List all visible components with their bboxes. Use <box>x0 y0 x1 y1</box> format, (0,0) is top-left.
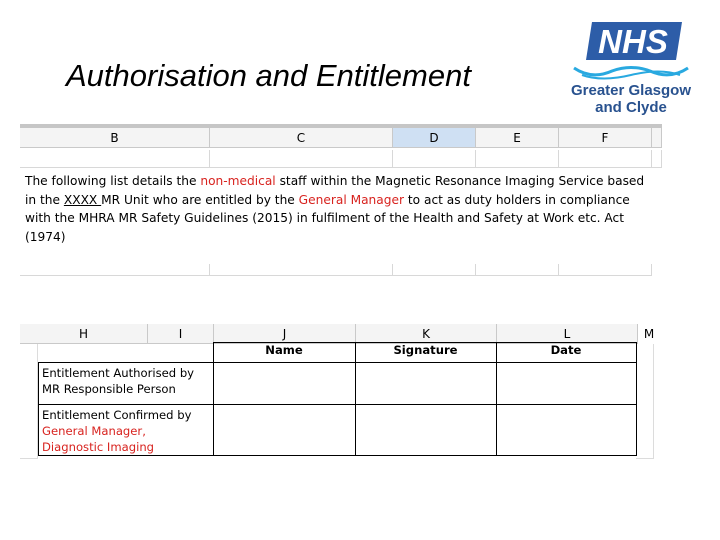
nhs-logo-box <box>586 22 682 60</box>
statement-text: MR Unit who are entitled by the <box>101 192 299 207</box>
column-header-c[interactable]: C <box>210 128 393 148</box>
column-header-l[interactable]: L <box>497 324 638 344</box>
date-input-cell[interactable] <box>496 405 636 456</box>
logo-text-line2: and Clyde <box>595 99 667 116</box>
row-label-line-red: Diagnostic Imaging <box>42 440 155 454</box>
table-row <box>39 405 637 456</box>
column-header-b[interactable]: B <box>20 128 210 148</box>
statement-unit-placeholder: XXXX <box>63 192 102 207</box>
column-header-m[interactable]: M <box>643 327 655 341</box>
statement-text: The following list details the <box>25 174 201 188</box>
row-label-authorised <box>39 363 214 405</box>
cell <box>652 150 662 168</box>
nhs-logo <box>566 22 696 118</box>
column-header-e[interactable]: E <box>476 128 559 148</box>
name-input-cell[interactable] <box>213 405 355 456</box>
column-header-i[interactable]: I <box>148 324 214 344</box>
entitlement-statement <box>25 172 655 246</box>
statement-highlight-general-manager: General Manager <box>298 192 404 207</box>
cell[interactable] <box>210 150 393 168</box>
row-label-line: Entitlement Authorised by <box>42 366 195 380</box>
cell[interactable] <box>20 264 210 276</box>
waves-icon <box>572 62 690 82</box>
nhs-logo-mark: NHS <box>598 23 668 60</box>
statement-text: to act as duty holders in compliance with the MHRA MR Safety Guidelines (2015) in fulfilment of the Health and Safety at Work etc. Act (1974) <box>25 192 630 244</box>
page-title: Authorisation and Entitlement <box>66 58 471 93</box>
column-header-d[interactable]: D <box>393 128 476 148</box>
column-header-k[interactable]: K <box>356 324 497 344</box>
statement-text: staff within the Magnetic Resonance Imaging Service based in the <box>25 174 645 207</box>
signature-input-cell[interactable] <box>355 363 496 405</box>
spreadsheet-excerpt-bottom <box>20 324 660 464</box>
cell <box>20 344 38 459</box>
column-header-h[interactable]: H <box>20 324 148 344</box>
column-header-edge <box>652 128 662 148</box>
row-label-line: Entitlement Confirmed by <box>42 408 192 422</box>
spreadsheet-excerpt-top <box>20 124 662 276</box>
row-label-line: MR Responsible Person <box>42 382 176 396</box>
blank-header-cell <box>39 343 214 363</box>
column-header-f[interactable]: F <box>559 128 652 148</box>
signature-column-header: Signature <box>355 343 496 363</box>
table-row <box>39 363 637 405</box>
cell[interactable] <box>393 264 476 276</box>
cell[interactable] <box>559 264 652 276</box>
statement-highlight-non-medical: non-medical <box>200 174 276 188</box>
column-header-j[interactable]: J <box>214 324 356 344</box>
row-label-confirmed <box>39 405 214 456</box>
column-header-row <box>20 324 660 344</box>
cell <box>636 344 654 459</box>
signature-input-cell[interactable] <box>355 405 496 456</box>
cell[interactable] <box>210 264 393 276</box>
name-column-header: Name <box>213 343 355 363</box>
nhs-lozenge-icon <box>586 22 682 60</box>
bottom-row <box>20 264 662 276</box>
date-input-cell[interactable] <box>496 363 636 405</box>
signature-table <box>38 342 637 456</box>
column-header-row <box>20 128 662 150</box>
cell[interactable] <box>476 150 559 168</box>
cell[interactable] <box>20 150 210 168</box>
cell[interactable] <box>393 150 476 168</box>
cell[interactable] <box>559 150 652 168</box>
cell[interactable] <box>476 264 559 276</box>
row-label-line-red: General Manager, <box>42 424 146 438</box>
date-column-header: Date <box>496 343 636 363</box>
empty-row <box>20 150 662 168</box>
name-input-cell[interactable] <box>213 363 355 405</box>
logo-text-line1: Greater Glasgow <box>570 82 692 99</box>
